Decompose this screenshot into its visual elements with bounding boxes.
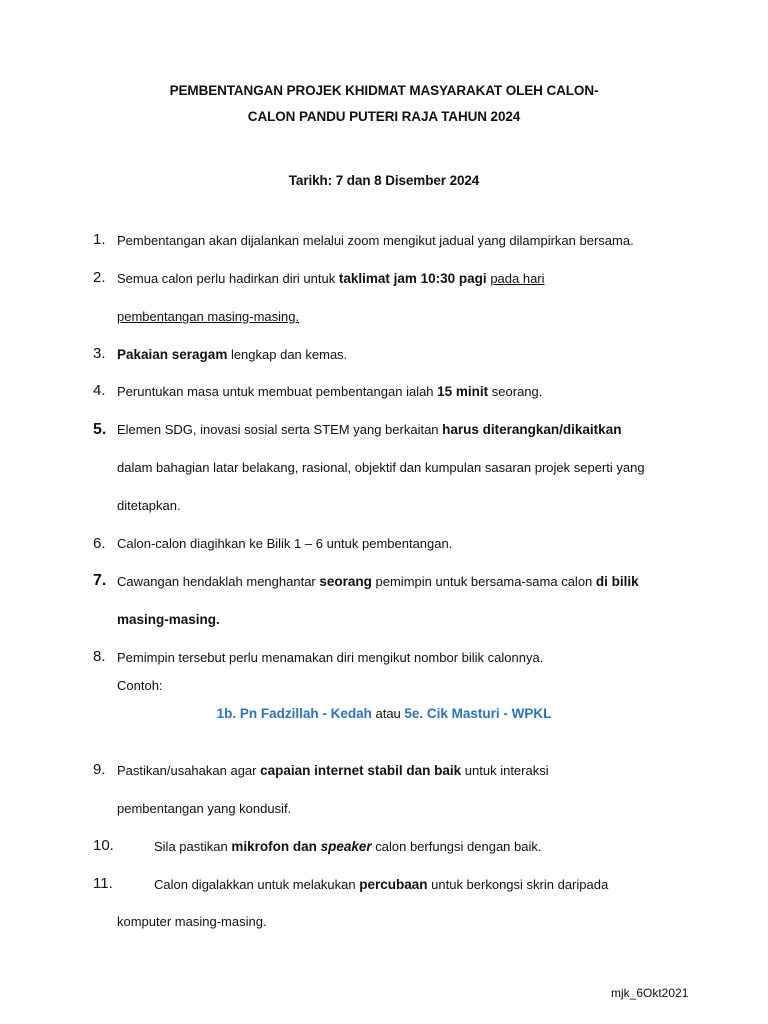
item-9-line-1 [117, 762, 549, 780]
item-8-example [0, 706, 768, 721]
item-9-line-2: pembentangan yang kondusif. [117, 801, 292, 816]
item-10-bold: mikrofon dan [231, 839, 321, 854]
item-10-number: 10. [93, 837, 114, 854]
item-2-text-a: Semua calon perlu hadirkan diri untuk [117, 271, 339, 286]
example-separator: atau [371, 706, 405, 721]
item-7-line-2: masing-masing. [117, 612, 220, 627]
item-3-number: 3. [93, 345, 106, 362]
item-4-text-c: seorang. [488, 384, 543, 399]
item-1-text: Pembentangan akan dijalankan melalui zoom mengikut jadual yang dilampirkan bersama. [117, 233, 634, 248]
footer-code: mjk_6Okt2021 [611, 986, 689, 1000]
item-8-number: 8. [93, 648, 106, 665]
item-2-underline-2: pembentangan masing-masing. [117, 309, 300, 324]
item-4-line [117, 383, 542, 401]
item-5-line-1 [117, 421, 621, 439]
item-8-text: Pemimpin tersebut perlu menamakan diri mengikut nombor bilik calonnya. [117, 650, 544, 665]
item-10-text-a: Sila pastikan [154, 839, 232, 854]
item-11-line-1 [154, 876, 608, 894]
item-10-line [154, 838, 542, 856]
item-3-bold: Pakaian seragam [117, 347, 228, 362]
item-9-bold: capaian internet stabil dan baik [260, 763, 462, 778]
item-4-text-a: Peruntukan masa untuk membuat pembentangan ialah [117, 384, 438, 399]
item-2-line-1 [117, 270, 545, 288]
item-7-number: 7. [93, 572, 107, 589]
title-line-2: CALON PANDU PUTERI RAJA TAHUN 2024 [247, 109, 521, 124]
item-5-line-2: dalam bahagian latar belakang, rasional, objektif dan kumpulan sasaran projek seperti yang [117, 460, 645, 475]
item-2-number: 2. [93, 269, 106, 286]
item-2-bold: taklimat jam 10:30 pagi [338, 271, 487, 286]
item-5-text-a: Elemen SDG, inovasi sosial serta STEM yang berkaitan [117, 422, 443, 437]
item-11-line-2: komputer masing-masing. [117, 914, 267, 929]
title-line-1: PEMBENTANGAN PROJEK KHIDMAT MASYARAKAT OLEH CALON- [169, 83, 599, 98]
item-9-text-a: Pastikan/usahakan agar [117, 763, 261, 778]
item-3-line [117, 346, 347, 364]
item-10-text-c: calon berfungsi dengan baik. [371, 839, 542, 854]
item-7-text-a: Cawangan hendaklah menghantar [117, 574, 320, 589]
item-5-number: 5. [93, 421, 107, 438]
item-7-bold-2: di bilik [595, 574, 639, 589]
item-5-bold: harus diterangkan/dikaitkan [442, 422, 622, 437]
item-7-line-1 [117, 573, 639, 591]
item-9-text-c: untuk interaksi [461, 763, 549, 778]
item-4-bold: 15 minit [437, 384, 489, 399]
document-date: Tarikh: 7 dan 8 Disember 2024 [288, 173, 480, 188]
item-5-line-3: ditetapkan. [117, 498, 181, 513]
example-2: 5e. Cik Masturi - WPKL [404, 706, 552, 721]
item-4-number: 4. [93, 382, 106, 399]
item-1-number: 1. [93, 231, 106, 248]
item-11-number: 11. [93, 875, 113, 892]
item-6-number: 6. [93, 535, 106, 552]
item-3-text: lengkap dan kemas. [227, 347, 348, 362]
item-10-bold-italic: speaker [320, 839, 372, 854]
item-11-text-a: Calon digalakkan untuk melakukan [154, 877, 360, 892]
item-6-text: Calon-calon diagihkan ke Bilik 1 – 6 untuk pembentangan. [117, 536, 453, 551]
item-9-number: 9. [93, 761, 106, 778]
item-7-text-c: pemimpin untuk bersama-sama calon [371, 574, 596, 589]
item-7-bold-1: seorang [319, 574, 372, 589]
example-1: 1b. Pn Fadzillah - Kedah [216, 706, 372, 721]
item-11-text-c: untuk berkongsi skrin daripada [427, 877, 609, 892]
item-2-underline-1: pada hari [490, 271, 545, 286]
item-11-bold: percubaan [359, 877, 428, 892]
item-8-contoh: Contoh: [117, 678, 163, 693]
